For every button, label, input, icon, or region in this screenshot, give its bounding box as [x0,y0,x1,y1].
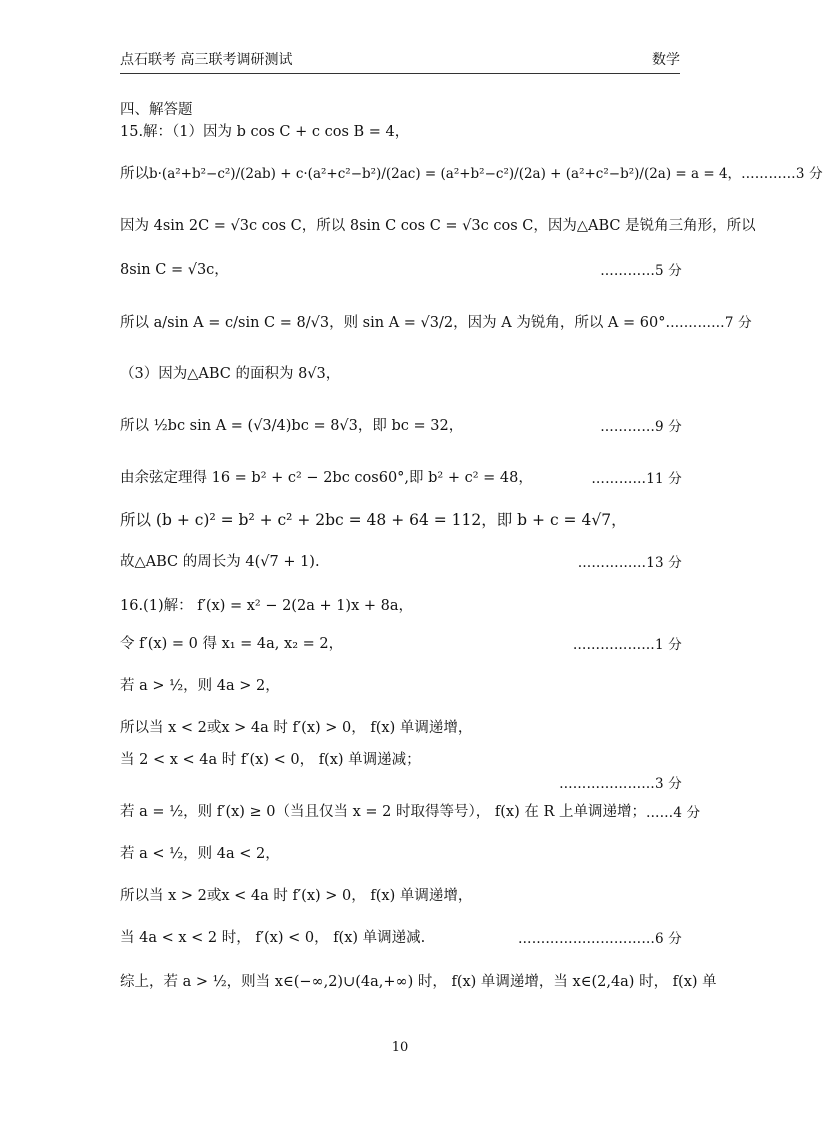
score-13: ……………13 分 [577,554,682,571]
header-right: 数学 [652,52,680,68]
expr-prefix: 所以 [120,165,149,182]
line-16-summary: 综上，若 a > ½，则当 x∈(−∞,2)∪(4a,+∞) 时， f(x) 单调递增，当 x∈(2,4a) 时， f(x) 单 [120,974,717,990]
line-16-case2: 若 a = ½，则 f′(x) ≥ 0（当且仅当 x = 2 时取得等号）， f(x) 在 R 上单调递增； ……4 分 [120,800,682,821]
section-title: 四、解答题 [120,102,193,118]
score-5: …………5 分 [600,262,682,279]
line-15-triangle: 因为 4sin 2C = √3c cos C，所以 8sin C cos C = √3c cos C，因为△ABC 是锐角三角形，所以 [120,218,756,234]
line-15-bc: 所以 ½bc sin A = (√3/4)bc = 8√3，即 bc = 32， …………9 分 [120,414,682,435]
score-3: …………3 分 [741,166,823,182]
line-15-area: （3）因为△ABC 的面积为 8√3， [120,366,341,382]
score-11: …………11 分 [591,470,682,487]
line-16-case1-inc: 所以当 x < 2或x > 4a 时 f′(x) > 0， f(x) 单调递增， [120,720,473,736]
line-15-cosine: 由余弦定理得 16 = b² + c² − 2bc cos60°,即 b² + c² = 48， …………11 分 [120,466,682,487]
line-15-expr [120,150,823,194]
line-15-perimeter: 故△ABC 的周长为 4(√7 + 1). ……………13 分 [120,550,682,571]
line-15-sin: 8sin C = √3c， …………5 分 [120,258,682,279]
line-16-case1: 若 a > ½，则 4a > 2， [120,678,280,694]
score-6: …………………………6 分 [518,930,682,947]
line-16-case3: 若 a < ½，则 4a < 2， [120,846,280,862]
line-16-score3 [120,772,682,792]
line-16-derivative: 16.(1)解： f′(x) = x² − 2(2a + 1)x + 8a， [120,598,414,614]
score-3b: …………………3 分 [559,776,682,792]
line-16-roots: 令 f′(x) = 0 得 x₁ = 4a, x₂ = 2， ………………1 分 [120,632,682,653]
fraction-expression: b·(a²+b²−c²)/(2ab) + c·(a²+c²−b²)/(2ac) = (a²+b²−c²)/(2a) + (a²+c²−b²)/(2a) = a = 4， [149,166,742,182]
line-16-case1-dec: 当 2 < x < 4a 时 f′(x) < 0， f(x) 单调递减； [120,752,421,768]
line-15-intro: 15.解：（1）因为 b cos C + c cos B = 4， [120,124,410,140]
score-7: …………7 分 [670,315,752,331]
header-left: 点石联考 高三联考调研测试 [120,52,293,68]
line-16-case3-dec: 当 4a < x < 2 时， f′(x) < 0， f(x) 单调递减. …………………………6 分 [120,926,682,947]
score-1: ………………1 分 [572,636,682,653]
page-number: 10 [391,1040,409,1055]
score-9: …………9 分 [600,418,682,435]
line-16-case3-inc: 所以当 x > 2或x < 4a 时 f′(x) > 0， f(x) 单调递增， [120,888,473,904]
page-header [120,48,680,74]
line-15-sum: 所以 (b + c)² = b² + c² + 2bc = 48 + 64 = 112，即 b + c = 4√7， [120,511,627,529]
line-15-angle: 所以 a/sin A = c/sin C = 8/√3，则 sin A = √3/2，因为 A 为锐角，所以 A = 60°. …………7 分 [120,306,682,336]
score-4: ……4 分 [645,804,701,821]
